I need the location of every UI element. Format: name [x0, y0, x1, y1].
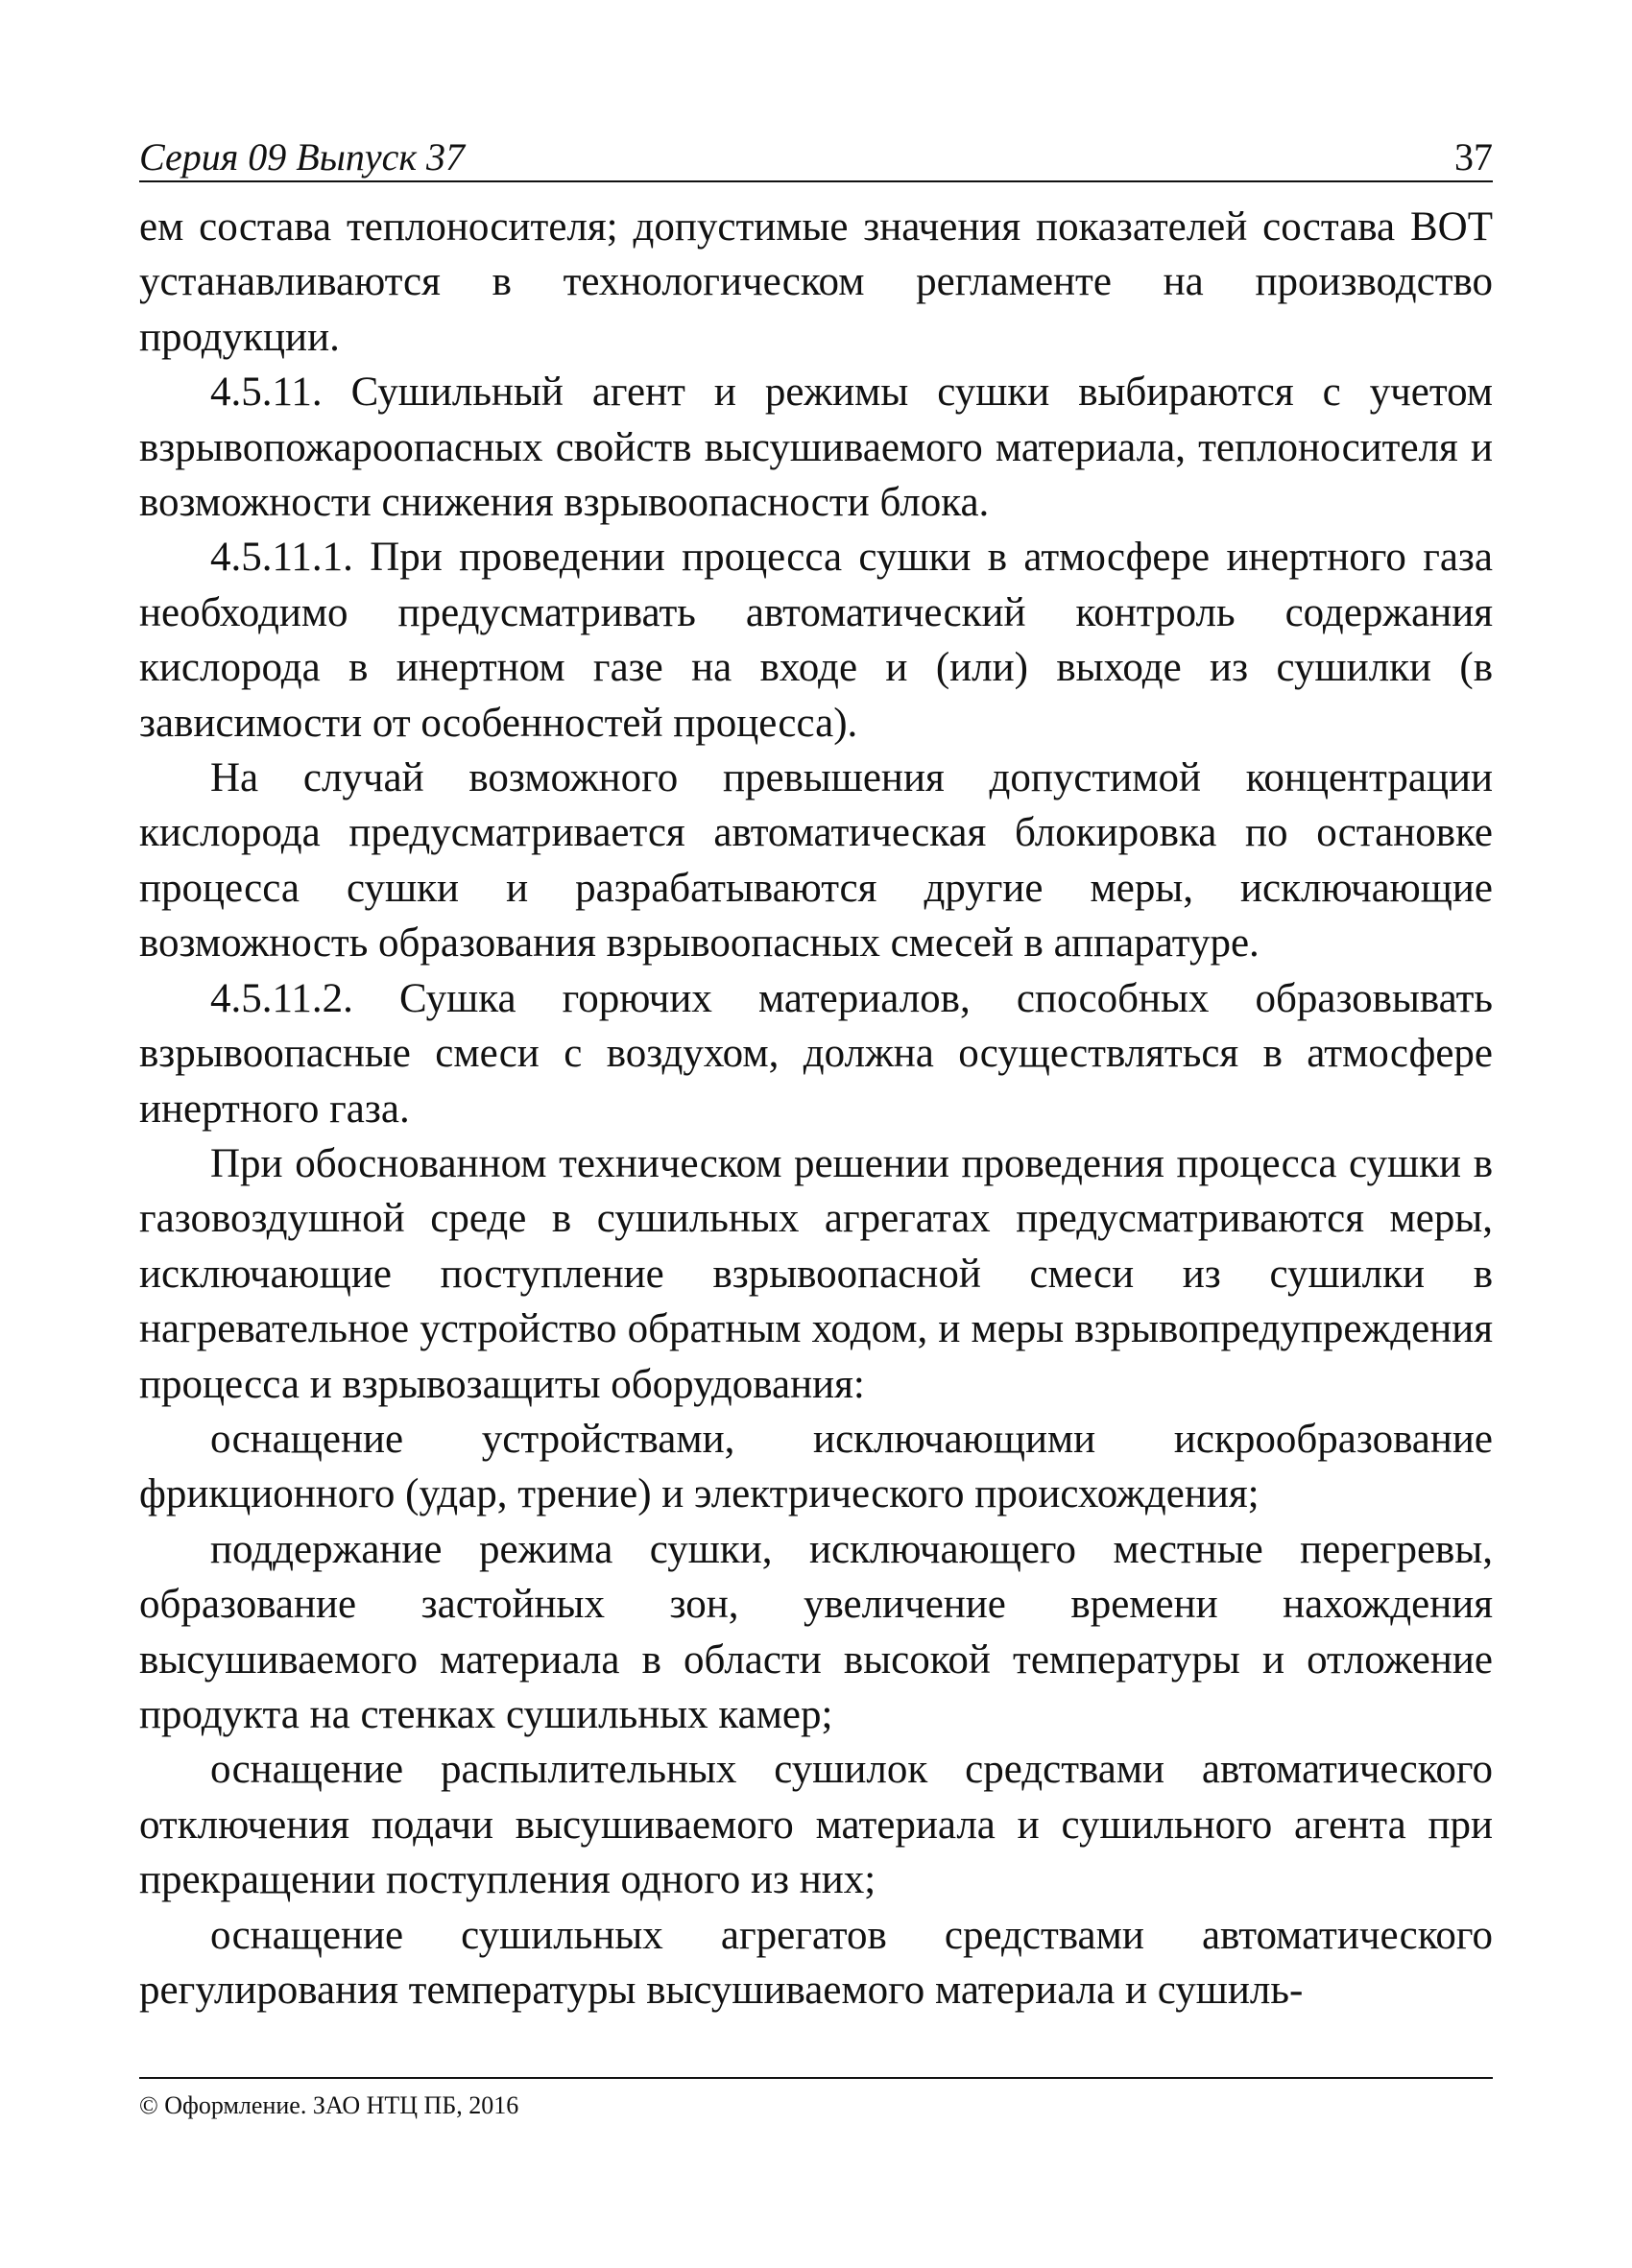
paragraph-9: оснащение распылительных сушилок средствами автоматического отключения подачи высушиваемого материала и сушильного агента при прекращении поступления одного из них;: [139, 1747, 1493, 1903]
series-title: Серия 09 Выпуск 37: [139, 135, 466, 179]
paragraph-8: поддержание режима сушки, исключающего местные перегревы, образование застойных зон, увеличение времени нахождения высушиваемого материала в области высокой температуры и отложение продукта на стенках сушильных камер;: [139, 1526, 1493, 1737]
paragraph-6: При обоснованном техническом решении проведения процесса сушки в газовоздушной среде в сушильных агрегатах предусматриваются меры, исключающие поступление взрывоопасной смеси из сушилки в нагревательное устройство обратным ходом, и меры взрывопредупреждения процесса и взрывозащиты оборудования:: [139, 1140, 1493, 1407]
paragraph-5: 4.5.11.2. Сушка горючих материалов, способных образовывать взрывоопасные смеси с воздухом, должна осуществляться в атмосфере инертного газа.: [139, 975, 1493, 1132]
running-header: [139, 125, 1493, 182]
footer-rule: [139, 2077, 1493, 2079]
paragraph-3: 4.5.11.1. При проведении процесса сушки в атмосфере инертного газа необходимо предусматривать автоматический контроль содержания кислорода в инертном газе на входе и (или) выходе из сушилки (в зависимости от особенностей процесса).: [139, 535, 1493, 746]
body-text: [139, 200, 1493, 2017]
paragraph-10: оснащение сушильных агрегатов средствами автоматического регулирования температуры высушиваемого материала и сушиль-: [139, 1912, 1493, 2013]
page-number: 37: [1454, 135, 1493, 179]
paragraph-1: ем состава теплоносителя; допустимые значения показателей состава ВОТ устанавливаются в технологическом регламенте на производство продукции.: [139, 204, 1493, 360]
paragraph-7: оснащение устройствами, исключающими искрообразование фрикционного (удар, трение) и электрического происхождения;: [139, 1416, 1493, 1517]
copyright-notice: © Оформление. ЗАО НТЦ ПБ, 2016: [139, 2091, 519, 2119]
document-page: [139, 125, 1493, 2140]
paragraph-4: На случай возможного превышения допустимой концентрации кислорода предусматривается автоматическая блокировка по остановке процесса сушки и разрабатываются другие меры, исключающие возможность образования взрывоопасных смесей в аппаратуре.: [139, 755, 1493, 967]
paragraph-2: 4.5.11. Сушильный агент и режимы сушки выбираются с учетом взрывопожароопасных свойств высушиваемого материала, теплоносителя и возможности снижения взрывоопасности блока.: [139, 370, 1493, 526]
